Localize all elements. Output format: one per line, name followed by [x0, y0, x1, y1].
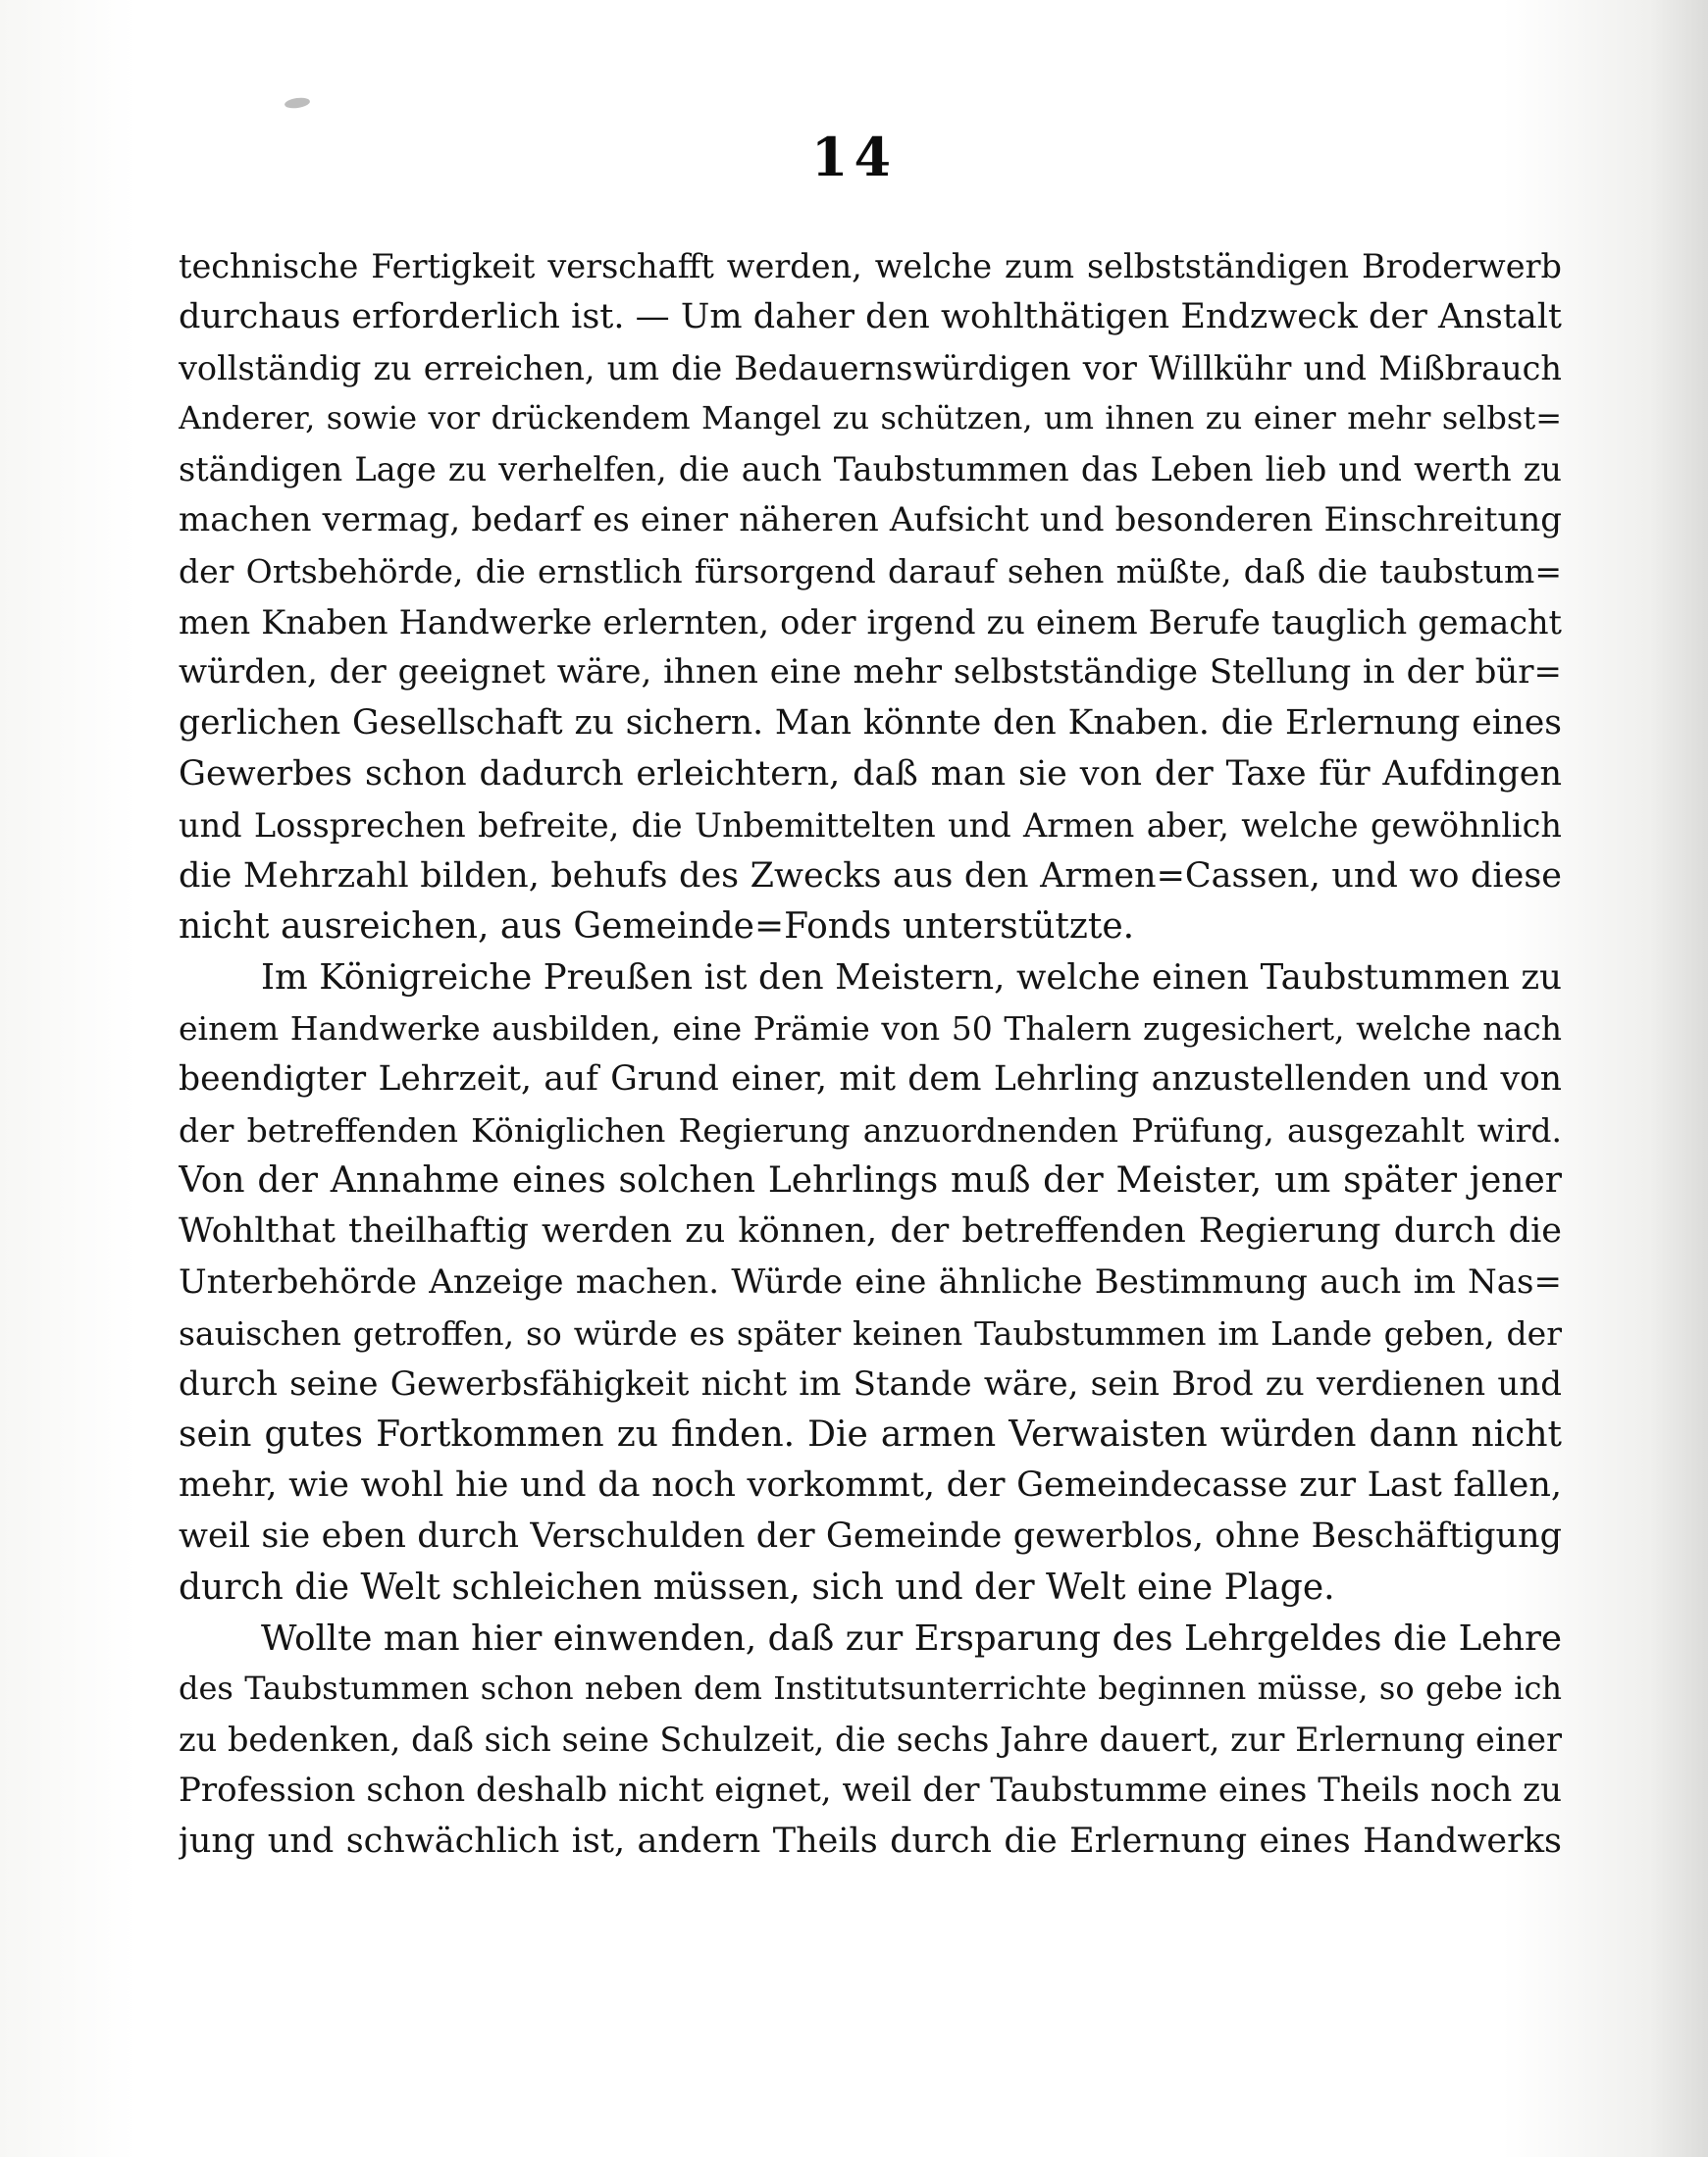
text-line: der Ortsbehörde, die ernstlich fürsorgend darauf sehen müßte, daß die taubstum=: [179, 551, 1562, 591]
text-line: Gewerbes schon dadurch erleichtern, daß man sie von der Taxe für Aufdingen: [179, 753, 1562, 794]
text-line-paragraph-start: Wollte man hier einwenden, daß zur Ersparung des Lehrgeldes die Lehre: [261, 1618, 1562, 1659]
text-line: würden, der geeignet wäre, ihnen eine mehr selbstständige Stellung in der bür=: [179, 652, 1562, 693]
text-line: Unterbehörde Anzeige machen. Würde eine ähnliche Bestimmung auch im Nas=: [179, 1261, 1562, 1302]
text-line: vollständig zu erreichen, um die Bedauernswürdigen vor Willkühr und Mißbrauch: [179, 348, 1562, 387]
text-line: beendigter Lehrzeit, auf Grund einer, mit dem Lehrling anzustellenden und von: [179, 1058, 1562, 1099]
text-line: Profession schon deshalb nicht eignet, weil der Taubstumme eines Theils noch zu: [179, 1770, 1562, 1810]
text-line: des Taubstummen schon neben dem Institutsunterrichte beginnen müsse, so gebe ich: [179, 1669, 1562, 1708]
text-line: und Lossprechen befreite, die Unbemittelten und Armen aber, welche gewöhnlich: [179, 805, 1562, 845]
text-line-paragraph-end: durch die Welt schleichen müssen, sich und der Welt eine Plage.: [179, 1566, 1335, 1608]
text-line: Von der Annahme eines solchen Lehrlings muß der Meister, um später jener: [179, 1160, 1562, 1202]
text-line: men Knaben Handwerke erlernten, oder irgend zu einem Berufe tauglich gemacht: [179, 602, 1562, 642]
text-line: durch seine Gewerbsfähigkeit nicht im Stande wäre, sein Brod zu verdienen und: [179, 1363, 1562, 1404]
text-line: zu bedenken, daß sich seine Schulzeit, die sechs Jahre dauert, zur Erlernung einer: [179, 1720, 1562, 1760]
page-number: 14: [810, 126, 898, 188]
text-line-paragraph-start: Im Königreiche Preußen ist den Meistern, welche einen Taubstummen zu: [261, 957, 1562, 999]
text-line: mehr, wie wohl hie und da noch vorkommt, der Gemeindecasse zur Last fallen,: [179, 1465, 1562, 1506]
text-line: die Mehrzahl bilden, behufs des Zwecks aus den Armen=Cassen, und wo diese: [179, 855, 1562, 896]
text-line-paragraph-end: nicht ausreichen, aus Gemeinde=Fonds unterstützte.: [179, 906, 1135, 948]
text-line: einem Handwerke ausbilden, eine Prämie von 50 Thalern zugesichert, welche nach: [179, 1008, 1562, 1048]
text-line: sein gutes Fortkommen zu finden. Die armen Verwaisten würden dann nicht: [179, 1414, 1562, 1456]
text-line: Anderer, sowie vor drückendem Mangel zu schützen, um ihnen zu einer mehr selbst=: [179, 399, 1562, 437]
body-text: [179, 241, 1562, 1868]
text-line: weil sie eben durch Verschulden der Gemeinde gewerblos, ohne Beschäftigung: [179, 1515, 1562, 1556]
text-line: der betreffenden Königlichen Regierung anzuordnenden Prüfung, ausgezahlt wird.: [179, 1110, 1562, 1150]
text-line: sauischen getroffen, so würde es später keinen Taubstummen im Lande geben, der: [179, 1313, 1562, 1353]
ink-speck: [284, 96, 310, 110]
text-line: Wohlthat theilhaftig werden zu können, der betreffenden Regierung durch die: [179, 1211, 1562, 1252]
text-line: machen vermag, bedarf es einer näheren Aufsicht und besonderen Einschreitung: [179, 499, 1562, 539]
text-line: gerlichen Gesellschaft zu sichern. Man könnte den Knaben. die Erlernung eines: [179, 703, 1562, 744]
text-line: jung und schwächlich ist, andern Theils durch die Erlernung eines Handwerks: [179, 1821, 1562, 1861]
text-line: durchaus erforderlich ist. — Um daher den wohlthätigen Endzweck der Anstalt: [179, 296, 1562, 336]
text-line: technische Fertigkeit verschafft werden, welche zum selbstständigen Broderwerb: [179, 247, 1562, 285]
text-line: ständigen Lage zu verhelfen, die auch Taubstummen das Leben lieb und werth zu: [179, 450, 1562, 489]
page-edge-shadow: [1649, 0, 1708, 2157]
